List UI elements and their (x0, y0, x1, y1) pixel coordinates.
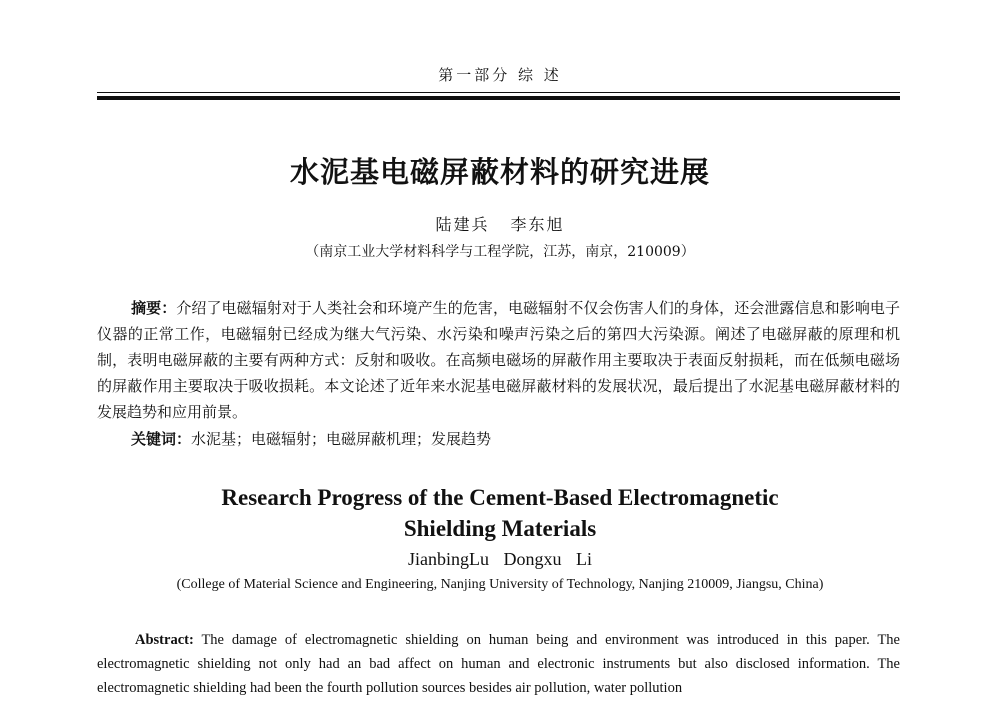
running-header: 第一部分 综 述 (438, 66, 562, 84)
header-rule-thick (97, 96, 900, 100)
affiliation-en: (College of Material Science and Engineering, Nanjing University of Technology, Nanjing 210009, Jiangsu, China) (176, 577, 824, 592)
abstract-cn (97, 295, 900, 425)
abstract-en (97, 628, 900, 700)
affiliation-cn: （南京工业大学材料科学与工程学院，江苏，南京，210009） (305, 244, 695, 260)
header-rule-thin (97, 92, 900, 93)
abstract-en-label: Abstract: (135, 632, 194, 648)
paper-title-en-line1: Research Progress of the Cement-Based Electromagnetic (221, 485, 779, 510)
paper-title-en (0, 482, 1000, 544)
abstract-en-text: The damage of electromagnetic shielding on human being and environment was introduced in this paper. The electromagnetic shielding not only had an bad affect on human and electronic instruments but also disclosed information. The electromagnetic shielding had been the fourth pollution sources besides air pollution, water pollution (97, 632, 900, 696)
paper-title-cn: 水泥基电磁屏蔽材料的研究进展 (289, 155, 710, 189)
keywords-cn-text: 水泥基；电磁辐射；电磁屏蔽机理；发展趋势 (191, 430, 492, 448)
paper-title-en-line2: Shielding Materials (403, 516, 597, 541)
keywords-cn (131, 428, 491, 449)
abstract-cn-text: 介绍了电磁辐射对于人类社会和环境产生的危害，电磁辐射不仅会伤害人们的身体，还会泄露信息和影响电子仪器的正常工作，电磁辐射已经成为继大气污染、水污染和噪声污染之后的第四大污染源。阐述了电磁屏蔽的原理和机制，表明电磁屏蔽的主要有两种方式：反射和吸收。在高频电磁场的屏蔽作用主要取决于表面反射损耗，而在低频电磁场的屏蔽作用主要取决于吸收损耗。本文论述了近年来水泥基电磁屏蔽材料的发展状况，最后提出了水泥基电磁屏蔽材料的发展趋势和应用前景。 (97, 299, 900, 421)
keywords-cn-label: 关键词： (131, 430, 192, 448)
authors-cn: 陆建兵 李东旭 (435, 215, 565, 234)
authors-en: JianbingLu Dongxu Li (408, 549, 592, 569)
abstract-cn-label: 摘要： (131, 299, 177, 317)
